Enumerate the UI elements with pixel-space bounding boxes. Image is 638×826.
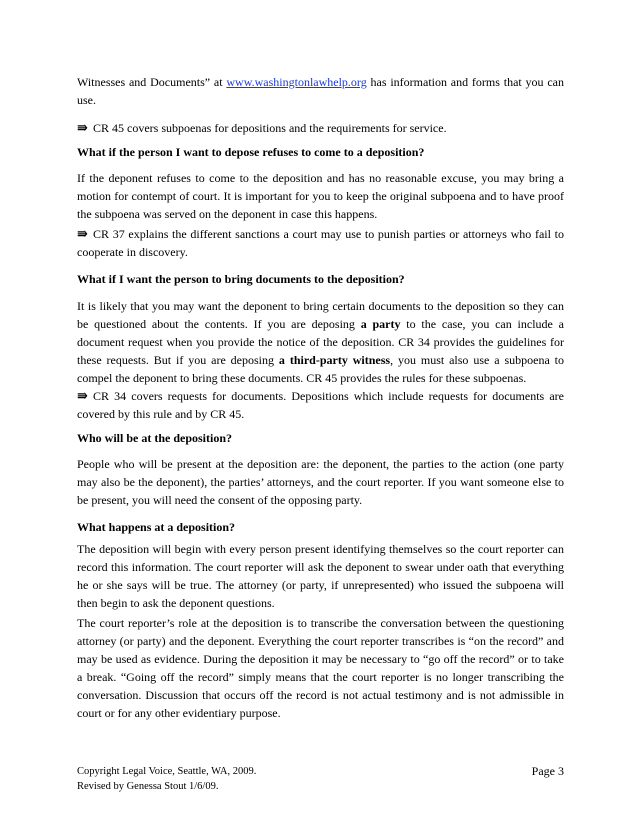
paragraph-who: People who will be present at the deposition are: the deponent, the parties to the action (one party may also be the deponent), the parties’ attorneys, and the court reporter. If you want someone else to be present, you will need the consent of the opposing party. — [77, 457, 564, 507]
page-footer — [77, 764, 564, 794]
heading-refuses: What if the person I want to depose refuses to come to a deposition? — [77, 145, 425, 159]
bold-a-party: a party — [360, 317, 401, 331]
paragraph-text: to the case, you can include a document request when you provide the notice of the deposition. CR 34 provides the guidelines for these requests. But if you are deposing — [77, 317, 564, 367]
paragraph-court-reporter: The court reporter’s role at the deposition is to transcribe the conversation between the questioning attorney (or party) and the deponent. Everything the court reporter transcribes is “on the record” and may be used as evidence. During the deposition it may be necessary to “go off the record” or to take a break. “Going off the record” simply means that the court reporter is no longer transcribing the conversation. Discussion that occurs off the record is not actual testimony and is not admissible in court or for any other evidentiary purpose. — [77, 616, 564, 720]
paragraph-refuses: If the deponent refuses to come to the deposition and has no reasonable excuse, you may bring a motion for contempt of court. It is important for you to keep the original subpoena and to have proof the subpoena was served on the deponent in case this happens. — [77, 171, 564, 221]
note-text: CR 45 covers subpoenas for depositions and the requirements for service. — [93, 121, 447, 135]
note-cr45 — [77, 119, 564, 137]
intro-paragraph — [77, 73, 564, 109]
heading-who: Who will be at the deposition? — [77, 431, 233, 445]
note-cr37 — [77, 225, 564, 261]
note-text: CR 37 explains the different sanctions a court may use to punish parties or attorneys who fail to cooperate in discovery. — [77, 227, 564, 259]
paragraph-documents — [77, 297, 564, 387]
paragraph-what-happens: The deposition will begin with every person present identifying themselves so the court reporter can record this information. The court reporter will ask the deponent to swear under oath that everything he or she says will be true. The attorney (or party, if unrepresented) who issued the subpoena will then begin to ask the deponent questions. — [77, 542, 564, 610]
arrow-right-icon: ⇛ — [77, 226, 88, 241]
note-cr34 — [77, 387, 564, 423]
arrow-right-icon: ⇛ — [77, 120, 88, 135]
paragraph-text: It is likely that you may want the deponent to bring certain documents to the deposition so they can be questioned about the contents. If you are deposing — [77, 299, 564, 331]
note-text: CR 34 covers requests for documents. Depositions which include requests for documents are covered by this rule and by CR 45. — [77, 389, 564, 421]
arrow-right-icon: ⇛ — [77, 388, 88, 403]
paragraph-text: , you must also use a subpoena to compel the deponent to bring these documents. CR 45 provides the rules for these subpoenas. — [77, 353, 564, 385]
footer-revised: Revised by Genessa Stout 1/6/09. — [77, 781, 219, 792]
heading-what-happens: What happens at a deposition? — [77, 520, 236, 534]
intro-text: Witnesses and Documents” at — [77, 75, 227, 89]
washingtonlawhelp-link[interactable]: www.washingtonlawhelp.org — [226, 75, 367, 89]
footer-copyright: Copyright Legal Voice, Seattle, WA, 2009. — [77, 766, 257, 777]
intro-text-end: has information and forms that you can use. — [77, 75, 564, 107]
page-number: Page 3 — [531, 764, 564, 778]
heading-documents: What if I want the person to bring documents to the deposition? — [77, 272, 405, 286]
bold-third-party-witness: a third-party witness — [278, 353, 391, 367]
